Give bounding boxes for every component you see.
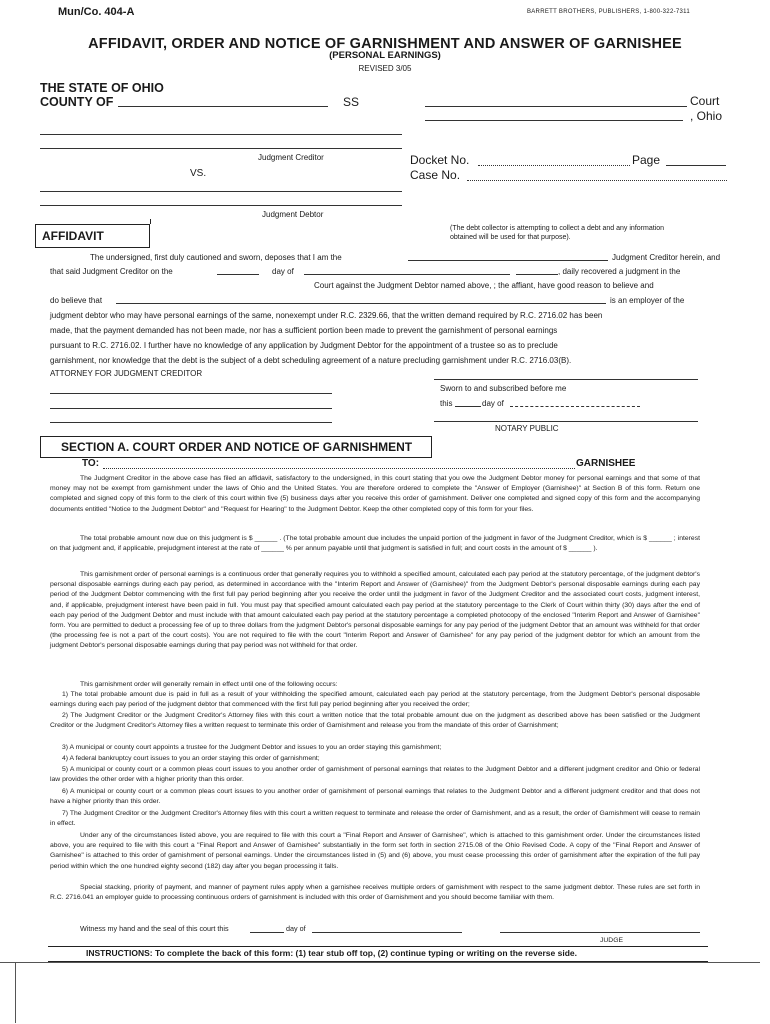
debt-collector-notice: (The debt collector is attempting to collect a debt and any information obtained will be used for that purpose). (450, 225, 665, 241)
publisher-line: BARRETT BROTHERS, PUBLISHERS, 1-800-322-7311 (526, 9, 690, 15)
to-label: TO: (82, 458, 100, 469)
affidavit-line-6: made, that the payment demanded has not been made, nor has a sufficient portion been made to prevent the garnishment of personal earnings (50, 326, 558, 335)
document-subtitle: (PERSONAL EARNINGS) (329, 50, 441, 61)
section-a-paragraph-final-report: Under any of the circumstances listed above, you are required to file with this court a "Final Report and Answer of Garnishee", which is attached to this garnishment order. Under the circumstances listed above, you are required to file with this court a "Final Report and Answer of Garnishee" substantially in the form set forth in section 2715.08 of the Ohio Revised Code. A copy of the "Final Report and Answer of Garnishee" is attached to this order of garnishment of personal earnings. Under the circumstances listed in (5) and (6) above, you must cease processing this order of garnishment after the expiration of the full pay period within which the one hundred eighty second (182) day after you began processing it falls. (50, 832, 700, 870)
affidavit-line-3: Court against the Judgment Debtor named above, ; the affiant, have good reason to believe and (314, 281, 654, 290)
affidavit-employer: is an employer of the (610, 296, 685, 305)
notary-label: NOTARY PUBLIC (495, 424, 559, 433)
notary-signature-field[interactable] (434, 421, 698, 422)
affiant-signature-field[interactable] (434, 379, 698, 380)
page-field[interactable] (666, 165, 726, 166)
judgment-year-field[interactable] (516, 274, 558, 275)
garnishee-label: GARNISHEE (576, 458, 636, 469)
instructions-text: INSTRUCTIONS: To complete the back of this form: (1) tear stub off top, (2) continue typing or writing on the reverse side. (86, 948, 577, 958)
section-a-heading: SECTION A. COURT ORDER AND NOTICE OF GARNISHMENT (61, 440, 413, 454)
witness-label: Witness my hand and the seal of this court this (80, 924, 229, 933)
page-label: Page (632, 153, 661, 167)
docket-label: Docket No. (410, 153, 470, 167)
creditor-name-line-1[interactable] (40, 134, 402, 135)
affidavit-recovered: , daily recovered a judgment in the (558, 267, 681, 276)
attorney-line-2[interactable] (50, 408, 332, 409)
docket-field[interactable] (478, 165, 630, 166)
affidavit-heading: AFFIDAVIT (42, 229, 104, 243)
condition-6: 6) A municipal or county court or a common pleas court issues to you another order of garnishment of personal earnings that relates to the Judgment Debtor and a different judgment creditor and that does not have a higher priority than this order. (50, 788, 700, 806)
judgment-day-field[interactable] (217, 274, 259, 275)
creditor-capacity-field[interactable] (408, 260, 608, 261)
condition-5: 5) A municipal or county court or a common pleas court issues to you another order of garnishment of personal earnings that relates to the Judgment Debtor and a different judgment creditor and Ohio or federal law provides the other order with a higher priority than this order. (50, 766, 700, 784)
court-label: Court (690, 94, 720, 108)
debtor-name-line-2[interactable] (40, 205, 402, 206)
county-label: COUNTY OF (40, 95, 114, 109)
form-number: Mun/Co. 404-A (58, 6, 135, 18)
ss-label: SS (343, 95, 360, 109)
document-title: AFFIDAVIT, ORDER AND NOTICE OF GARNISHMENT AND ANSWER OF GARNISHEE (88, 36, 682, 52)
judge-signature-field[interactable] (500, 932, 700, 933)
section-a-paragraph-1: The Judgment Creditor in the above case has filed an affidavit, satisfactory to the undersigned, in this court stating that you owe the Judgment Debtor money for personal earnings and that some of that money may not be exempt from garnishment under the laws of Ohio and the United States. You are therefore ordered to complete the "Answer of Employer (Garnishee)" at Section B of this form. Return one completed and signed copy of this form to the clerk of this court within five (5) business days after you receive this order of garnishment. Deliver one completed and signed copy of this form and the accompanying documents entitled "Notice to the Judgment Debtor" and "Request for Hearing" to the Judgment Debtor. Keep the other completed copy of this form for your files. (50, 475, 700, 513)
condition-2: 2) The Judgment Creditor or the Judgment Creditor's Attorney files with this court a written notice that the total probable amount due on the judgment as described above has been satisfied or the Judgment Creditor or the Judgment Creditor's Attorney files a written request to terminate this order of Garnishment and release you from the mandate of this order of Garnishment; (50, 712, 700, 730)
affidavit-line-4: do believe that (50, 296, 103, 305)
affidavit-line-1: The undersigned, first duly cautioned and sworn, deposes that I am the (90, 253, 342, 262)
tear-line (0, 962, 760, 963)
judgment-month-field[interactable] (304, 274, 510, 275)
employer-name-field[interactable] (116, 303, 606, 304)
sworn-this-label: this (440, 399, 453, 408)
state-label: THE STATE OF OHIO (40, 81, 164, 95)
condition-1: 1) The total probable amount due is paid in full as a result of your withholding the specified amount, calculated each pay period at the statutory percentage, from the Judgment Debtor's personal disposable earnings during each pay period of the judgment debtor that commenced with the first full pay period beginning after you received the order; (50, 691, 700, 709)
sworn-day-field[interactable] (455, 406, 481, 407)
instructions-bar (48, 946, 708, 962)
debtor-name-line-1[interactable] (40, 191, 402, 192)
attorney-line-3[interactable] (50, 422, 332, 423)
sworn-day-of: day of (482, 399, 504, 408)
debtor-caption-label: Judgment Debtor (262, 210, 324, 219)
affidavit-line-8: garnishment, nor knowledge that the debt is the subject of a debt scheduling agreement of a nature precluding garnishment under R.C. 2716.03(B). (50, 356, 572, 365)
witness-month-field[interactable] (312, 932, 462, 933)
court-city-field[interactable] (425, 120, 683, 121)
affidavit-line-2: that said Judgment Creditor on the (50, 267, 173, 276)
condition-4: 4) A federal bankruptcy court issues to you an order staying this order of garnishment; (62, 755, 320, 762)
court-name-field[interactable] (425, 106, 687, 107)
attorney-label: ATTORNEY FOR JUDGMENT CREDITOR (50, 369, 203, 378)
witness-day-field[interactable] (250, 932, 284, 933)
revision-date: REVISED 3/05 (358, 64, 412, 73)
affidavit-heading-box (35, 224, 150, 248)
section-a-paragraph-3: This garnishment order of personal earnings is a continuous order that generally requires you to withhold a specified amount, calculated each pay period at the statutory percentage, of the judgment debtor's personal disposable earnings during each pay period, as determined in accordance with the "Interim Report and Answer of (Garnishee)" from the Judgment Debtor's personal disposable earnings during each pay period of the Judgment Debtor commencing with the first full pay period beginning after you receive the order until the judgment in favor of the Judgment Creditor and the associated court costs, judgment interest, and, if applicable, prejudgment interest have been paid in full. You must pay that specified amount calculated each pay period at the statutory percentage to the Clerk of Court within thirty (30) days after the end of each pay period of the Judgment Debtor and must include with that amount calculated each pay period at the statutory percentage a completed photocopy of the enclosed "Interim Report and Answer of Garnishee" form. You are permitted to deduct a processing fee of up to three dollars from the judgment Debtor's personal disposable earnings for any pay period of the judgment Debtor that an amount was withheld for that order (the processing fee is not a part of the court costs). You are not required to file with the court "Interim Report and Answer of Garnishee" for any pay period of the judgment debtor for which an amount from the judgment Debtor's personal disposable earnings during that pay period was not withheld for that order. (50, 571, 700, 650)
condition-7: 7) The Judgment Creditor or the Judgment Creditor's Attorney files with this court a written request to terminate and release the order of Garnishment, and as a result, the order of Garnishment will cease to remain in effect. (50, 810, 700, 828)
section-a-paragraph-4: This garnishment order will generally remain in effect until one of the following occurs: (80, 681, 338, 688)
creditor-caption-label: Judgment Creditor (258, 153, 324, 162)
judge-label: JUDGE (600, 937, 624, 944)
witness-day-of: day of (286, 924, 306, 933)
ohio-label: , Ohio (690, 109, 723, 123)
affidavit-line-5: judgment debtor who may have personal earnings of the same, nonexempt under R.C. 2329.66, that the written demand required by R.C. 2716.02 has been (50, 311, 603, 320)
case-field[interactable] (467, 180, 727, 181)
section-a-paragraph-stacking: Special stacking, priority of payment, and manner of payment rules apply when a garnishee receives multiple orders of garnishment with respect to the same judgment debtor. These rules are set forth in R.C. 2716.041 an employer guide to processing continuous orders of garnishment is included with this order of Garnishment and you should become familiar with them. (50, 884, 700, 902)
section-a-paragraph-2: The total probable amount now due on this judgment is $ ______ . (The total probable amount due includes the unpaid portion of the judgment in favor of the Judgment Creditor, which is $ ______ ; interest on that judgment and, if applicable, prejudgment interest at the rate of ______ % per annum payable until that judgment is satisfied in full; and court costs in the amount of $ ______ ). (50, 535, 700, 553)
county-field[interactable] (118, 106, 328, 107)
stub-margin-line (15, 963, 16, 1023)
sworn-label: Sworn to and subscribed before me (440, 384, 567, 393)
attorney-line-1[interactable] (50, 393, 332, 394)
affidavit-day-of: day of (272, 267, 294, 276)
affidavit-box-tick (40, 219, 151, 224)
creditor-name-line-2[interactable] (40, 148, 402, 149)
affidavit-line-1b: Judgment Creditor herein, and (612, 253, 721, 262)
versus-label: VS. (190, 168, 207, 179)
sworn-month-field[interactable] (510, 406, 640, 407)
garnishee-name-field[interactable] (103, 468, 575, 469)
condition-3: 3) A municipal or county court appoints a trustee for the Judgment Debtor and issues to you an order staying this garnishment; (62, 744, 442, 751)
affidavit-line-7: pursuant to R.C. 2716.02. I further have no knowledge of any application by Judgment Debtor for the appointment of a trustee so as to preclude (50, 341, 558, 350)
case-label: Case No. (410, 168, 461, 182)
section-a-heading-box (40, 436, 432, 458)
